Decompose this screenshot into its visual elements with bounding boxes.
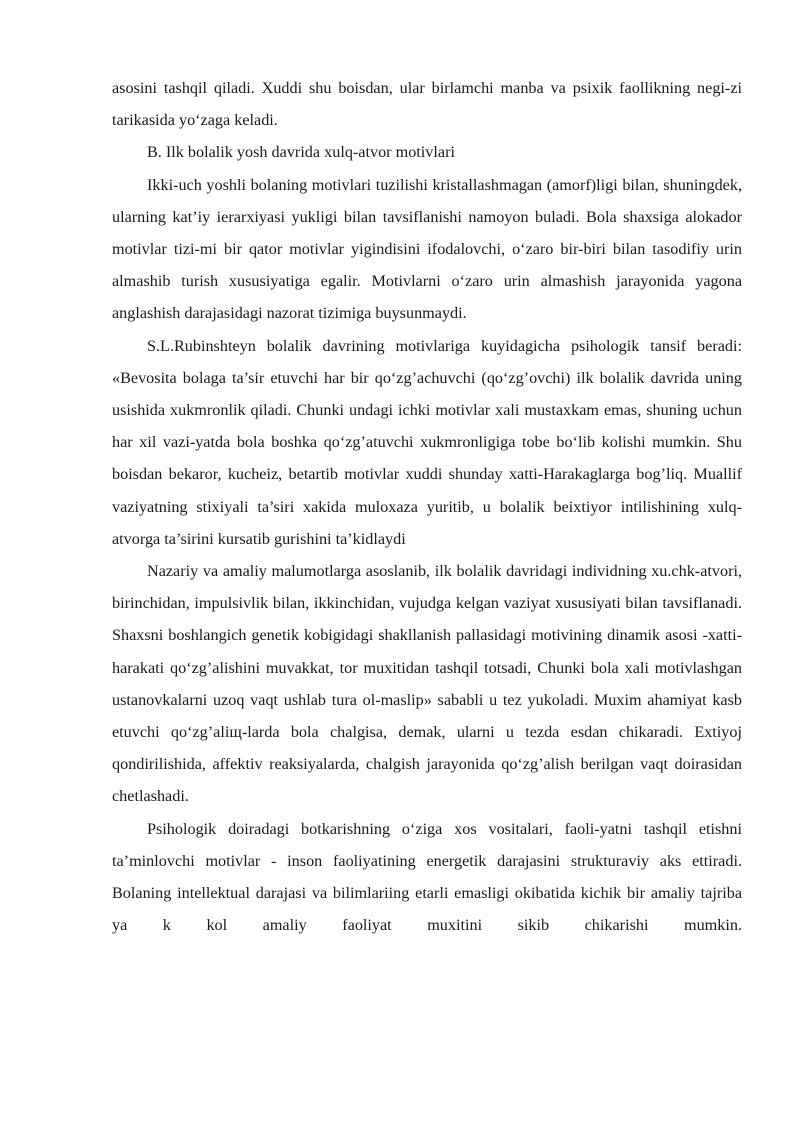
paragraph-motives-structure: Ikki-uch yoshli bolaning motivlari tuzilishi kristallashmagan (amorf)ligi bilan, shuningdek, ularning kat’iy ierarxiyasi yukligi bilan tavsiflanishi namoyon buladi. Bola shaxsiga alokador motivlar tizi-mi bir qator motivlar yigindisini ifodalovchi, o‘zaro bir-biri bilan tasodifiy urin almashib turish xususiyatiga egalir. Motivlarni o‘zaro urin almashish jarayonida yagona anglashish darajasidagi nazorat tizimiga buysunmaydi. (112, 175, 742, 323)
paragraph-psychological-means: Psihologik doiradagi botkarishning o‘ziga xos vositalari, faoli-yatni tashqil etishni ta’minlovchi motivlar - inson faoliyatining energetik darajasini strukturaviy aks ettiradi. Bolaning intellektual darajasi va bilimlariing etarli emasligi okibatida kichik bir amaliy tajriba ya k kol amaliy faoliyat muxitini sikib chikarishi mumkin. (112, 819, 742, 935)
document-page (112, 72, 742, 941)
paragraph-continuation: asosini tashqil qiladi. Xuddi shu boisdan, ular birlamchi manba va psixik faollikning negi-zi tarikasida yo‘zaga keladi. (112, 79, 742, 130)
section-heading: B. Ilk bolalik yosh davrida xulq-atvor motivlari (147, 143, 455, 162)
paragraph-impulsivity: Nazariy va amaliy malumotlarga asoslanib, ilk bolalik davridagi individning xu.chk-atvori, birinchidan, impulsivlik bilan, ikkinchidan, vujudga kelgan vaziyat xususiyati bilan tavsiflanadi. Shaxsni boshlangich genetik kobigidagi shakllanish pallasidagi motivining dinamik asosi -xatti-harakati qo‘zg’alishini muvakkat, tor muxitidan tashqil totsadi, Chunki bola xali motivlashgan ustanovkalarni uzoq vaqt ushlab tura ol-maslip» sababli u tez yukoladi. Muxim ahamiyat kasb etuvchi qo‘zg’aliщ-larda bola chalgisa, demak, ularni u tezda esdan chikaradi. Extiyoj qondirilishida, affektiv reaksiyalarda, chalgish jarayonida qo‘zg’alish berilgan vaqt doirasidan chetlashadi. (112, 562, 742, 806)
paragraph-rubinshteyn: S.L.Rubinshteyn bolalik davrining motivlariga kuyidagicha psihologik tansif beradi: «Bevosita bolaga ta’sir etuvchi har bir qo‘zg’achuvchi (qo‘zg’ovchi) ilk bolalik davrida uning usishida xukmronlik qiladi. Chunki undagi ichki motivlar xali mustaxkam emas, shuning uchun har xil vazi-yatda bola boshka qo‘zg’atuvchi xukmronligiga tobe bo‘lib kolishi mumkin. Shu boisdan bekaror, kucheiz, betartib motivlar xuddi shunday xatti-Harakaglarga bog’liq. Muallif vaziyatning stixiyali ta’siri xakida muloxaza yuritib, u bolalik beixtiyor intilishining xulq-atvorga ta’sirini kursatib gurishini ta’kidlaydi (112, 336, 742, 548)
